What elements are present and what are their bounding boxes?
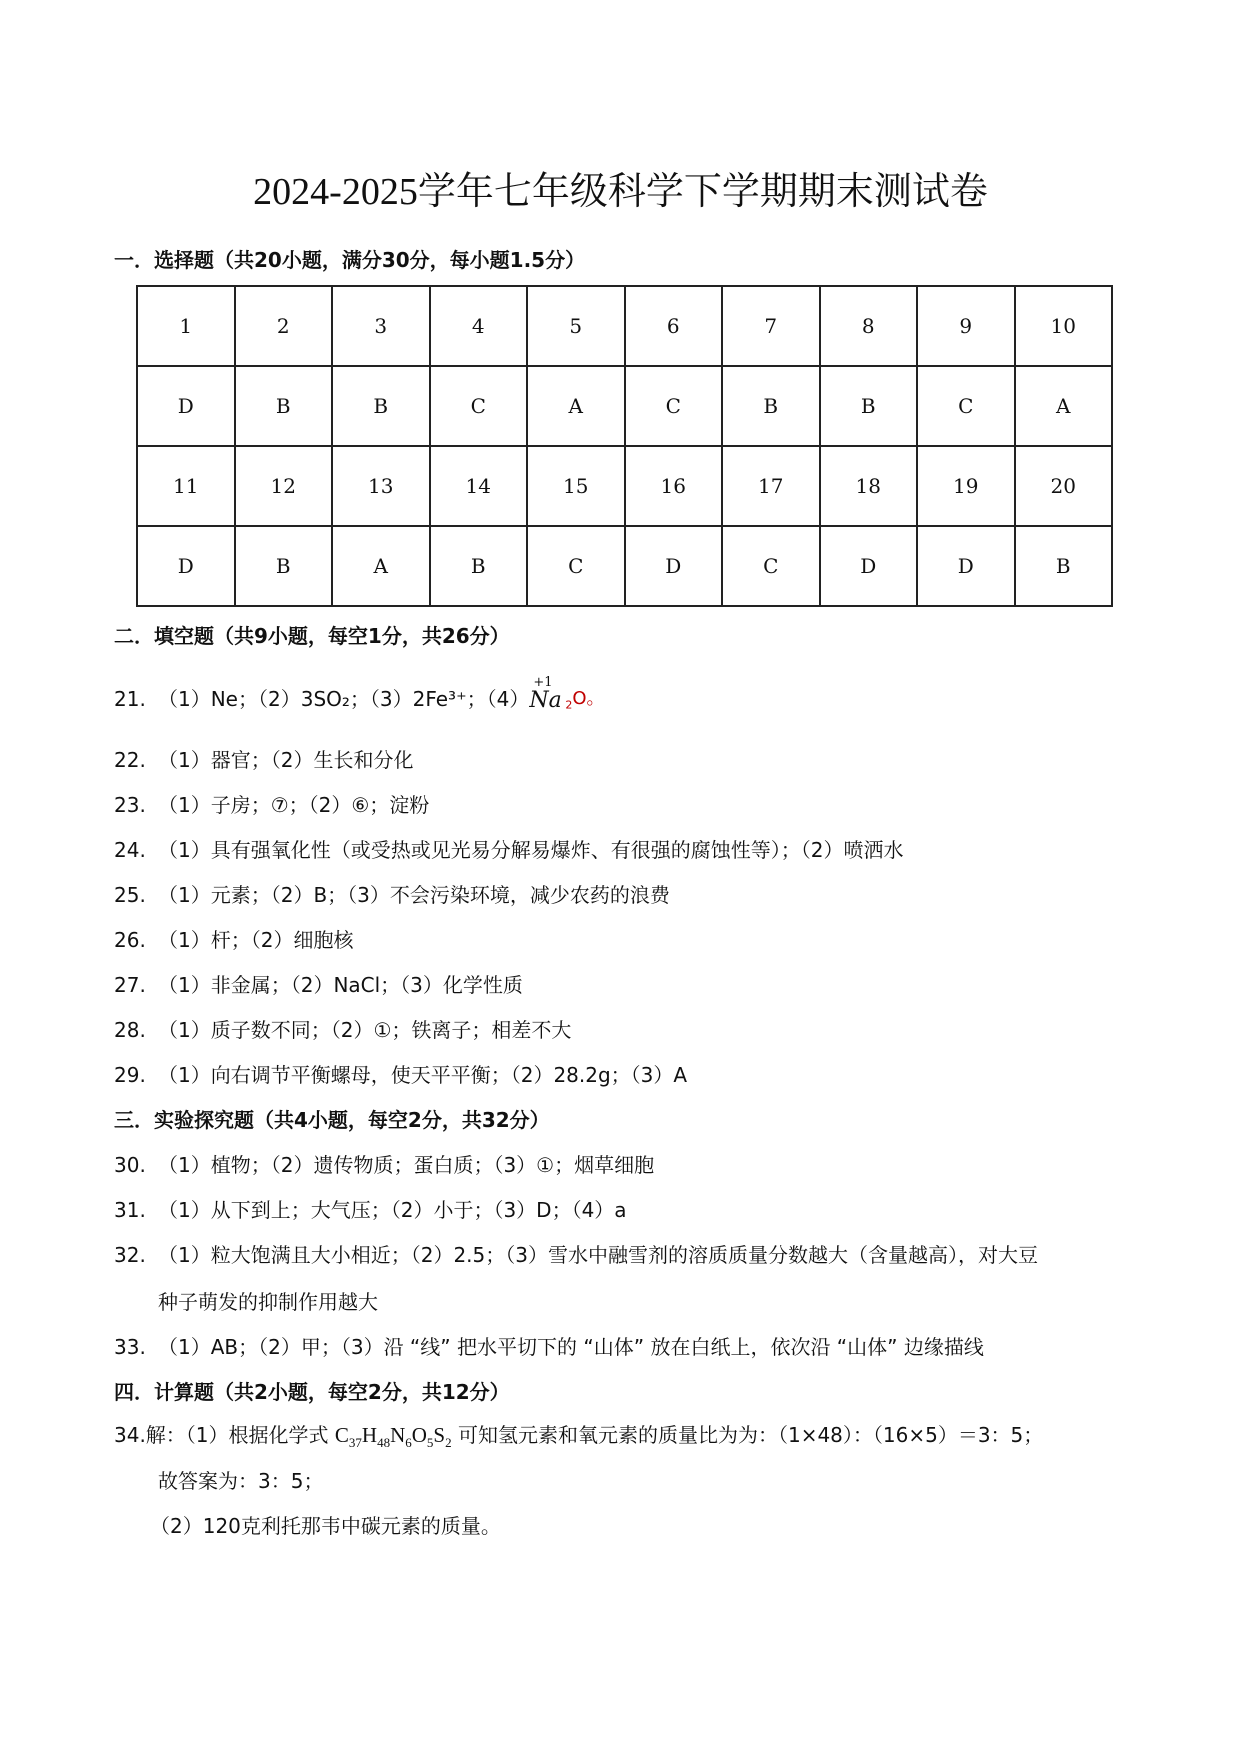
table-cell: 11 (137, 446, 235, 526)
question-number: 32. (114, 1243, 146, 1267)
table-cell: D (917, 526, 1015, 606)
answer-text: （1）粒大饱满且大小相近；（2）2.5；（3）雪水中融雪剂的溶质质量分数越大（含量越高），对大豆 (158, 1243, 1038, 1267)
answer-line-23 (114, 792, 429, 818)
table-cell: 8 (820, 286, 918, 366)
table-cell: 1 (137, 286, 235, 366)
table-cell: D (137, 526, 235, 606)
answer-text: （1）从下到上；大气压；（2）小于；（3）D；（4）a (158, 1198, 627, 1222)
table-cell: C (917, 366, 1015, 446)
answer-line-26 (114, 927, 353, 953)
answer-line-33 (114, 1334, 984, 1360)
answer-line-31 (114, 1197, 627, 1223)
question-number: 23. (114, 793, 146, 817)
answer-text: （1）非金属；（2）NaCl；（3）化学性质 (158, 973, 523, 997)
answer-line-34-result: 故答案为：3：5； (158, 1469, 324, 1493)
section-heading-fill: 二．填空题（共9小题，每空1分，共26分） (114, 624, 510, 648)
answer-text: （1）器官；（2）生长和分化 (158, 748, 414, 772)
table-cell: 10 (1015, 286, 1113, 366)
table-cell: C (625, 366, 723, 446)
table-cell: D (137, 366, 235, 446)
table-cell: 16 (625, 446, 723, 526)
table-row (137, 286, 1112, 366)
question-number: 30. (114, 1153, 146, 1177)
table-cell: 18 (820, 446, 918, 526)
table-cell: A (1015, 366, 1113, 446)
answer-text: （1）元素；（2）B；（3）不会污染环境，减少农药的浪费 (158, 883, 670, 907)
table-cell: B (1015, 526, 1113, 606)
valence-charge: +1 (533, 675, 553, 690)
question-number: 31. (114, 1198, 146, 1222)
table-cell: 2 (235, 286, 333, 366)
formula-element-na: Na (529, 688, 562, 713)
table-cell: 20 (1015, 446, 1113, 526)
table-cell: C (527, 526, 625, 606)
table-row (137, 366, 1112, 446)
table-cell: B (235, 366, 333, 446)
table-cell: 3 (332, 286, 430, 366)
table-cell: 7 (722, 286, 820, 366)
formula-element-o: $_2$O。 (565, 688, 605, 712)
table-cell: C (722, 526, 820, 606)
question-number: 29. (114, 1063, 146, 1087)
answer-line-28 (114, 1017, 571, 1043)
valence-formula (529, 675, 605, 713)
chemical-formula: $C_{37}H_{48}N_6O_5S_2$ (334, 1423, 452, 1451)
question-number: 25. (114, 883, 146, 907)
table-row (137, 446, 1112, 526)
table-cell: C (430, 366, 528, 446)
table-cell: 5 (527, 286, 625, 366)
answer-line-34 (114, 1422, 1043, 1456)
table-cell: 17 (722, 446, 820, 526)
table-cell: 14 (430, 446, 528, 526)
question-number: 22. (114, 748, 146, 772)
answer-text: （1）质子数不同；（2）①；铁离子；相差不大 (158, 1018, 572, 1042)
section-heading-choice: 一．选择题（共20小题，满分30分，每小题1.5分） (114, 248, 586, 272)
section-heading-calculation: 四．计算题（共2小题，每空2分，共12分） (114, 1380, 510, 1404)
answer-text: 34.解：（1）根据化学式 (114, 1423, 335, 1447)
answer-line-24 (114, 837, 903, 863)
table-cell: B (722, 366, 820, 446)
answer-table (136, 285, 1113, 607)
table-cell: B (820, 366, 918, 446)
table-cell: D (820, 526, 918, 606)
question-number: 33. (114, 1335, 146, 1359)
question-number: 27. (114, 973, 146, 997)
answer-line-29 (114, 1062, 687, 1088)
answer-line-32 (114, 1242, 1038, 1268)
answer-text: （1）植物；（2）遗传物质；蛋白质；（3）①；烟草细胞 (158, 1153, 655, 1177)
table-cell: 6 (625, 286, 723, 366)
table-cell: 9 (917, 286, 1015, 366)
section-heading-experiment: 三．实验探究题（共4小题，每空2分，共32分） (114, 1108, 550, 1132)
question-number: 21. (114, 687, 146, 711)
table-cell: D (625, 526, 723, 606)
answer-text: （1）向右调节平衡螺母，使天平平衡；（2）28.2g；（3）A (158, 1063, 688, 1087)
table-cell: B (430, 526, 528, 606)
question-number: 28. (114, 1018, 146, 1042)
answer-line-25 (114, 882, 670, 908)
answer-line-22 (114, 747, 413, 773)
question-number: 24. (114, 838, 146, 862)
table-cell: A (332, 526, 430, 606)
formula-subscript: 2 (565, 698, 573, 712)
answer-line-32-cont: 种子萌发的抑制作用越大 (158, 1290, 378, 1314)
answer-text: （1）具有强氧化性（或受热或见光易分解易爆炸、有很强的腐蚀性等）；（2）喷洒水 (158, 838, 904, 862)
table-cell: A (527, 366, 625, 446)
table-cell: 4 (430, 286, 528, 366)
answer-line-21 (114, 675, 605, 713)
table-cell: B (332, 366, 430, 446)
answer-text: （1）子房；⑦；（2）⑥；淀粉 (158, 793, 430, 817)
table-cell: 19 (917, 446, 1015, 526)
page-title: 2024-2025学年七年级科学下学期期末测试卷 (253, 171, 988, 213)
table-cell: 15 (527, 446, 625, 526)
answer-line-34-part2: （2）120克利托那韦中碳元素的质量。 (150, 1514, 501, 1538)
table-cell: 12 (235, 446, 333, 526)
table-cell: B (235, 526, 333, 606)
answer-line-30 (114, 1152, 654, 1178)
table-cell: 13 (332, 446, 430, 526)
answer-line-27 (114, 972, 523, 998)
question-number: 26. (114, 928, 146, 952)
answer-text: （1）杆；（2）细胞核 (158, 928, 354, 952)
answer-text: （1）AB；（2）甲；（3）沿 “线” 把水平切下的 “山体” 放在白纸上，依次沿 “山体” 边缘描线 (158, 1335, 984, 1359)
answer-text: 可知氢元素和氧元素的质量比为为：（1×48）：（16×5）＝3：5； (451, 1423, 1044, 1447)
answer-text: （1）Ne；（2）3SO₂；（3）2Fe³⁺；（4） (158, 687, 530, 711)
table-row (137, 526, 1112, 606)
